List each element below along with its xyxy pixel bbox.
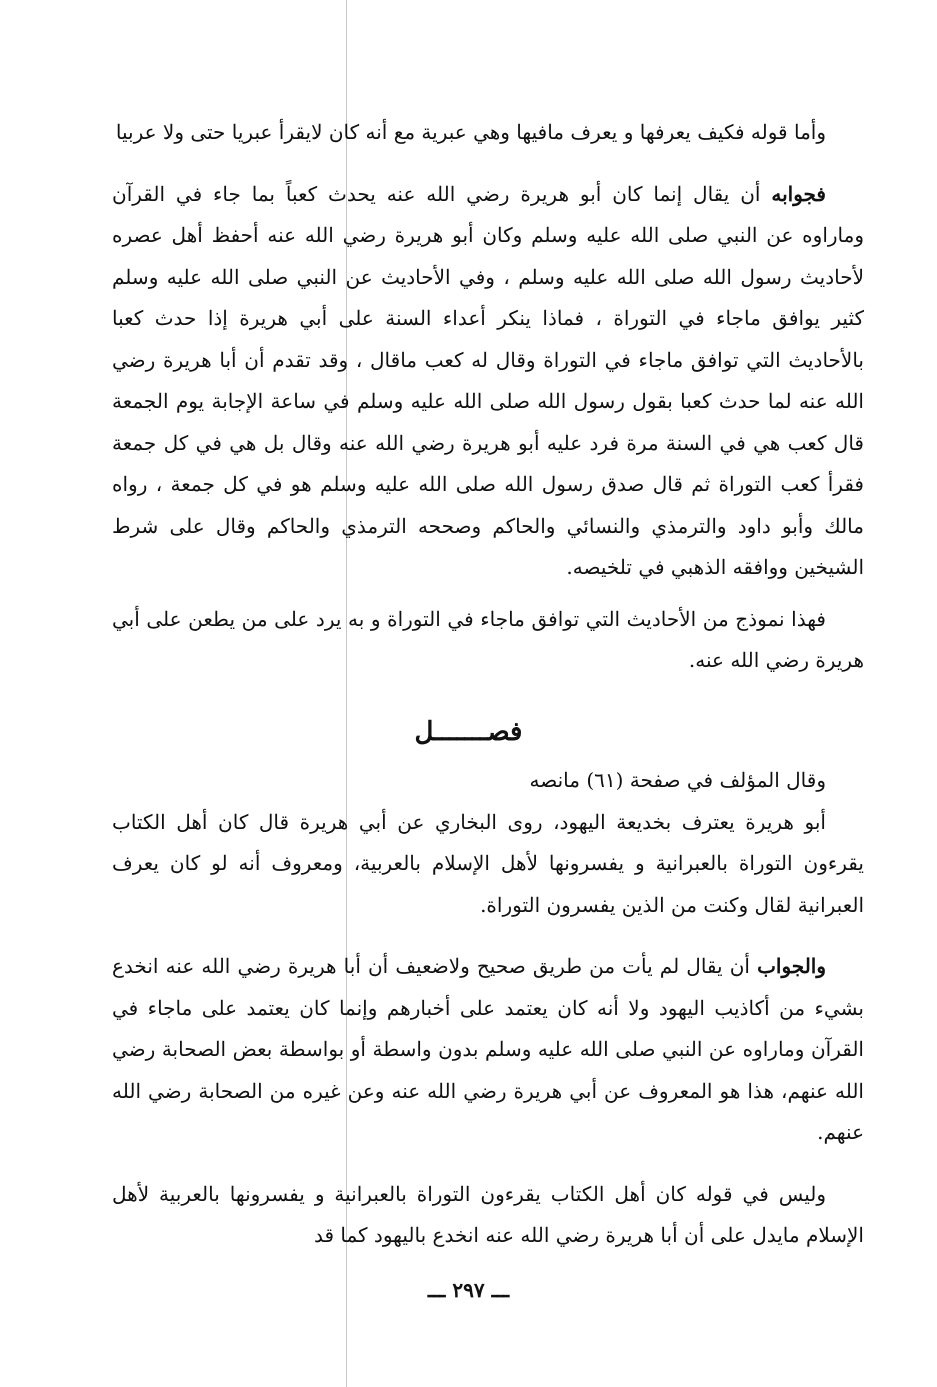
section-heading: فصـــــــل	[414, 717, 523, 747]
paragraph-quoted-claim	[112, 802, 864, 927]
lower-text-block	[112, 760, 864, 1257]
paragraph-text: وأما قوله فكيف يعرفها و يعرف مافيها وهي عبرية مع أنه كان لايقرأ عبريا حتى ولا عربيا	[115, 120, 826, 144]
paragraph-lead-word: فجوابه	[771, 181, 826, 206]
paragraph-citation	[112, 760, 864, 802]
page-number: ـــ ٢٩٧ ـــ	[427, 1278, 510, 1302]
paragraph-text: وقال المؤلف في صفحة (٦١) مانصه	[529, 768, 826, 792]
paragraph-text: فهذا نموذج من الأحاديث التي توافق ماجاء في التوراة و به يرد على من يطعن على أبي هريرة رضي الله عنه.	[112, 606, 864, 672]
paragraph-response	[112, 946, 864, 1154]
paragraph-answer	[112, 174, 864, 589]
paragraph-text: أن يقال إنما كان أبو هريرة رضي الله عنه يحدث كعباً بما جاء في القرآن وماراوه عن النبي صلى الله عليه وسلم وكان أبو هريرة رضي الله عنه أحفظ أهل عصره لأحاديث رسول الله صلى الله عليه وسلم ، وفي الأحاديث عن النبي صلى الله عليه وسلم كثير يوافق ماجاء في التوراة ، فماذا ينكر أعداء السنة على أبي هريرة إذا حدث كعبا بالأحاديث التي توافق ماجاء في التوراة وقال له كعب ماقال ، وقد تقدم أن أبا هريرة رضي الله عنه لما حدث كعبا بقول رسول الله صلى الله عليه وسلم في ساعة الإجابة يوم الجمعة قال كعب هي في السنة مرة فرد عليه أبو هريرة رضي الله عنه وقال بل هي في كل جمعة فقرأ كعب التوراة ثم قال صدق رسول الله صلى الله عليه وسلم هو في كل جمعة ، رواه مالك وأبو داود والترمذي والنسائي والحاكم وصححه الترمذي والحاكم وقال على شرط الشيخين ووافقه الذهبي في تلخيصه.	[112, 181, 864, 579]
paragraph-text: أن يقال لم يأت من طريق صحيح ولاضعيف أن أبا هريرة رضي الله عنه انخدع بشيء من أكاذيب اليهود ولا أنه كان يعتمد على أخبارهم وإنما كان يعتمد على ماجاء في القرآن وماراوه عن النبي صلى الله عليه وسلم بدون واسطة أو بواسطة بعض الصحابة رضي الله عنهم، هذا هو المعروف عن أبي هريرة رضي الله عنه وعن غيره من الصحابة رضي الله عنهم.	[112, 954, 864, 1144]
paragraph-conclusion	[112, 599, 864, 682]
paragraph-intro-question	[112, 112, 864, 154]
upper-text-block	[112, 112, 864, 682]
paragraph-lead-word: والجواب	[757, 954, 826, 978]
paragraph-text: وليس في قوله كان أهل الكتاب يقرءون التوراة بالعبرانية و يفسرونها بالعربية لأهل الإسلام مايدل على أن أبا هريرة رضي الله عنه انخدع باليهود كما قد	[112, 1181, 864, 1247]
paragraph-continuation	[112, 1174, 864, 1257]
paragraph-text: أبو هريرة يعترف بخديعة اليهود، روى البخاري عن أبي هريرة قال كان أهل الكتاب يقرءون التوراة بالعبرانية و يفسرونها لأهل الإسلام بالعربية، ومعروف أنه لو كان يعرف العبرانية لقال وكنت من الذين يفسرون التوراة.	[112, 809, 864, 917]
